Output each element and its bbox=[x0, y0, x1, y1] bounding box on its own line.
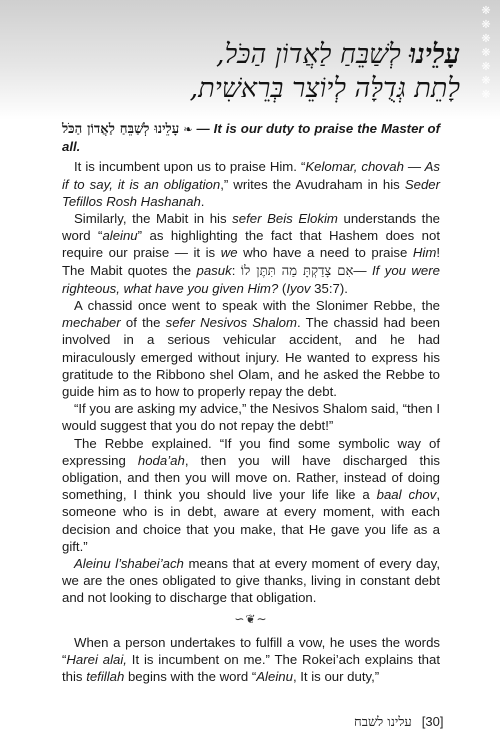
text-run: — bbox=[353, 262, 373, 278]
text-run-italic: Seder Tefillos Rosh Hashanah bbox=[62, 176, 441, 209]
flower-ornament-icon: ❋ bbox=[481, 88, 491, 101]
paragraph bbox=[62, 297, 440, 400]
text-run-italic: baal chov bbox=[376, 487, 437, 503]
flower-ornament-icon: ❋ bbox=[481, 74, 491, 87]
text-run-italic: sefer Beis Elokim bbox=[232, 211, 338, 227]
text-run: . bbox=[200, 193, 205, 209]
flower-ornament-icon: ❋ bbox=[481, 32, 491, 45]
text-run-italic: we bbox=[220, 245, 238, 261]
text-run: ! The Mabit quotes the bbox=[62, 245, 440, 278]
text-run: 35:7). bbox=[310, 280, 348, 296]
main-text bbox=[62, 120, 440, 686]
text-run: : bbox=[231, 262, 241, 278]
text-run: begins with the word “ bbox=[124, 669, 257, 685]
text-run-italic: Him bbox=[412, 245, 437, 261]
lead-english: — It is our duty to praise the Master of all. bbox=[62, 121, 440, 155]
text-run-italic: Iyov bbox=[286, 280, 311, 296]
page-number: [30] bbox=[421, 714, 444, 729]
text-run: A chassid once went to speak with the Slonimer Rebbe, the bbox=[74, 298, 440, 314]
paragraph bbox=[62, 158, 440, 210]
text-run-italic: Aleinu l’shabei’ach bbox=[74, 556, 184, 572]
section-divider-ornament-icon: ∽❦∼ bbox=[234, 611, 268, 626]
text-run-italic: sefer Nesivos Shalom bbox=[165, 315, 297, 331]
text-run: It is incumbent on me.” The Rokei’ach explains that this bbox=[62, 652, 440, 685]
text-run: who have a need to praise bbox=[237, 245, 413, 261]
text-run: understands the word “ bbox=[62, 211, 441, 244]
lead-hebrew: עָלֵינוּ לְשַׁבֵּחַ לַאֲדוֹן הַכֹּל bbox=[62, 122, 180, 137]
flower-ornament-icon: ❋ bbox=[481, 60, 491, 73]
text-run: , someone who is in debt, aware at every moment, with each decision and choice that you make, that He gave you life as a gift.” bbox=[62, 487, 441, 554]
text-run-italic: Kelomar, chovah — As if to say, it is an obligation bbox=[62, 159, 440, 192]
text-run-italic: Aleinu bbox=[256, 669, 293, 685]
text-run-italic: mechaber bbox=[62, 315, 121, 331]
text-run: Similarly, the Mabit in his bbox=[74, 211, 233, 227]
title-first-word: עָלֵינוּ bbox=[409, 39, 460, 70]
text-run-italic: aleinu bbox=[102, 228, 138, 244]
text-run: . The chassid had been involved in a serious vehicular accident, and he had miraculously emerged without injury. He wanted to express his gratitude to the Ribbono shel Olam, and he asked the Rebbe to guide him as to how to properly repay the debt. bbox=[62, 315, 441, 400]
decorative-ornament-strip bbox=[476, 4, 496, 101]
flower-ornament-icon: ❋ bbox=[481, 46, 491, 59]
text-run: The Rebbe explained. “If you find some symbolic way of expressing bbox=[62, 435, 440, 468]
text-run: ,” writes the Avudraham in his bbox=[220, 176, 405, 192]
title-line-1 bbox=[40, 38, 460, 72]
text-run: , then you will have discharged this obligation, and then you will move on. Rather, instead of doing something, I think you should live your life like a bbox=[62, 452, 440, 503]
text-run: of the bbox=[120, 315, 166, 331]
page-footer bbox=[354, 714, 444, 730]
lead-line bbox=[62, 120, 440, 155]
text-run-italic: If you were righteous, what have you given Him? bbox=[62, 262, 440, 296]
text-run-italic: tefillah bbox=[86, 669, 125, 685]
text-run: When a person undertakes to fulfill a vow, he uses the words “ bbox=[62, 634, 440, 668]
text-run: , It is our duty,” bbox=[292, 669, 380, 685]
text-run-italic: hoda’ah bbox=[137, 452, 185, 468]
flower-ornament-icon: ❋ bbox=[481, 4, 491, 17]
text-run: means that at every moment of every day, we are the ones obligated to give thanks, living in constant debt and not looking to discharge that obligation. bbox=[62, 556, 440, 606]
paragraph: “If you are asking my advice,” the Nesivos Shalom said, “then I would suggest that you do not repay the debt!” bbox=[62, 401, 440, 434]
title-line-1-rest: לְשַׁבֵּחַ לַאֲדוֹן הַכֹּל, bbox=[216, 39, 410, 70]
flower-ornament-icon: ❋ bbox=[481, 18, 491, 31]
text-run: ” as highlighting the fact that Hashem does not require our praise — it is bbox=[62, 228, 440, 261]
title-line-2: לָתֵת גְּדֻלָּה לְיוֹצֵר בְּרֵאשִׁית, bbox=[189, 73, 460, 104]
text-run-italic: pasuk bbox=[196, 262, 232, 278]
paragraph bbox=[62, 634, 440, 686]
paragraph bbox=[62, 555, 440, 607]
page-title bbox=[40, 38, 460, 106]
hebrew-quote: אִם צָדַקְתָּ מַה תִּתֶּן לוֹ bbox=[240, 263, 354, 279]
paragraph bbox=[62, 210, 440, 297]
leaf-ornament-icon: ❧ bbox=[183, 123, 193, 136]
text-run: It is incumbent upon us to praise Him. “ bbox=[74, 159, 306, 175]
text-run: ( bbox=[278, 280, 287, 296]
paragraph bbox=[62, 435, 440, 555]
text-run-italic: Harei alai, bbox=[66, 652, 127, 668]
running-head: עלינו לשבח bbox=[354, 715, 412, 730]
